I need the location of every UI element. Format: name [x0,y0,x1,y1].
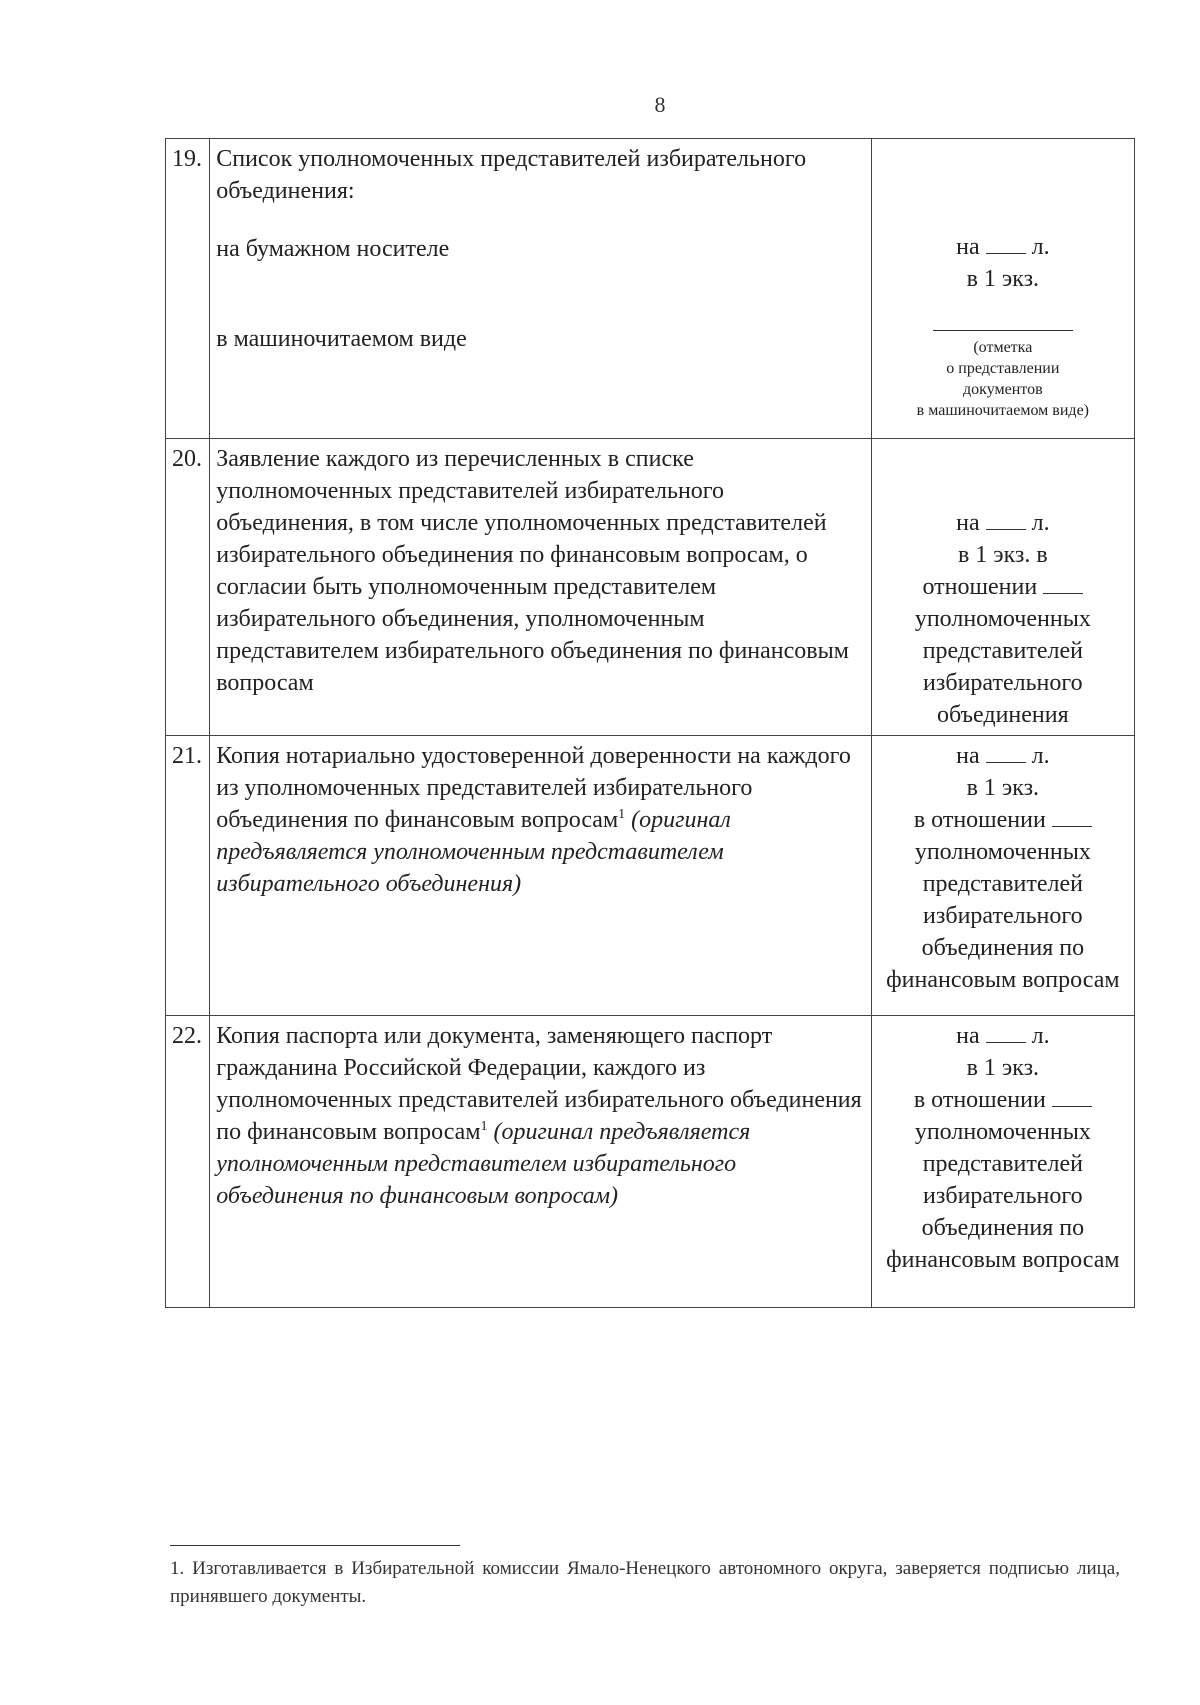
relation-tail: уполномоченных представителей избирательного объединения по финансовым вопросам [886,1119,1120,1273]
sheets-blank [986,744,1026,763]
footnote-ref: 1 [480,1119,488,1134]
footnote-rule [170,1545,460,1546]
count-blank [1052,808,1092,827]
count-blank [1043,575,1083,594]
sheets-blank [986,511,1026,530]
sheets-line: на л. [956,510,1050,536]
row-description [210,139,871,439]
relation-line: в отношении [878,1084,1128,1116]
relation-tail: уполномоченных представителей избирательного объединения [914,606,1091,728]
count-blank [1052,1088,1092,1107]
row-number: 22. [166,1016,210,1308]
row-description: Заявление каждого из перечисленных в списке уполномоченных представителей избирательного объединения, в том числе уполномоченных представителей избирательного объединения по финансовым вопросам, о согласии быть уполномоченным представителем избирательного объединения, уполномоченным представителем избирательного объединения по финансовым вопросам [210,439,871,736]
footnote: 1. Изготавливается в Избирательной комиссии Ямало-Ненецкого автономного округа, заверяется подписью лица, принявшего документы. [170,1558,1120,1607]
relation-tail: уполномоченных представителей избирательного объединения по финансовым вопросам [886,839,1120,993]
table-row [166,1016,1135,1308]
row-mark [871,139,1134,439]
row-remark: (оригинал предъявляется уполномоченным представителем избирательного объединения по финансовым вопросам) [216,1119,751,1209]
copies-line: в 1 экз. [966,1055,1040,1081]
row-description: Копия нотариально удостоверенной доверенности на каждого из уполномоченных представителей избирательного объединения по финансовым вопросам$^1$ (оригинал предъявляется уполномоченным представителем избирательного объединения) [210,736,871,1016]
table-row [166,139,1135,439]
row-number: 21. [166,736,210,1016]
row-number: 20. [166,439,210,736]
copies-line: в 1 экз. в [957,542,1048,568]
relation-line: в отношении [878,804,1128,836]
signature-line [933,329,1073,331]
sheets-blank [986,1024,1026,1043]
row-mark [871,439,1134,736]
sheets-blank [986,235,1026,254]
sheets-line: на л. [956,1023,1050,1049]
machine-readable-note: (отметка о представлении документов в машиночитаемом виде) [878,329,1128,421]
copies-line: в 1 экз. [966,775,1040,801]
row-number: 19. [166,139,210,439]
copies-line: в 1 экз. [966,266,1040,292]
row-description: Копия паспорта или документа, заменяющего паспорт гражданина Российской Федерации, каждого из уполномоченных представителей избирательного объединения по финансовым вопросам$^1$ (оригинал предъявляется уполномоченным представителем избирательного объединения по финансовым вопросам) [210,1016,871,1308]
row-remark: (оригинал предъявляется уполномоченным представителем избирательного объединения) [216,807,731,897]
sheets-line: на л. [956,234,1050,260]
row-mark [871,736,1134,1016]
table-row [166,736,1135,1016]
footnote-ref: 1 [618,807,626,822]
page-number: 8 [654,92,666,117]
row-title: Список уполномоченных представителей избирательного объединения: [216,146,807,204]
documents-table [165,138,1135,1308]
paper-label: на бумажном носителе [216,236,450,262]
machine-readable-label: в машиночитаемом виде [216,326,467,352]
row-mark [871,1016,1134,1308]
sheets-line: на л. [956,743,1050,769]
table-row [166,439,1135,736]
relation-line: отношении [878,571,1128,603]
